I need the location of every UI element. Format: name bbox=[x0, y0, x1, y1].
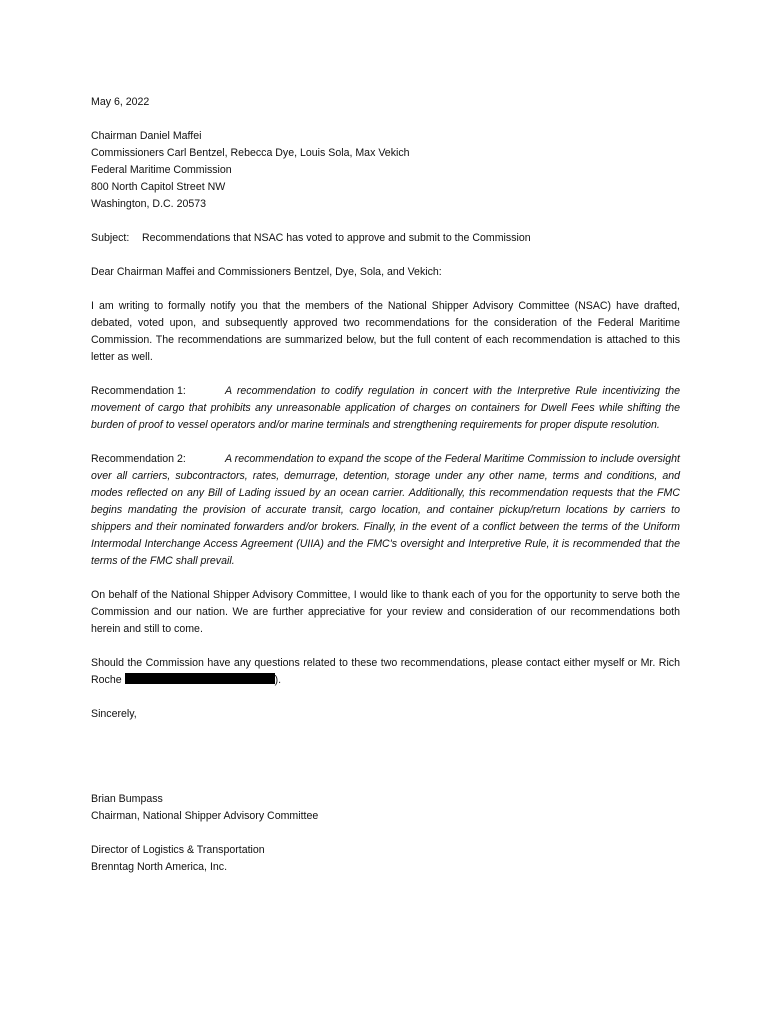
contact-text: Should the Commission have any questions related to these two recommendations, please contact either myself or Mr. Rich Roche bbox=[91, 657, 680, 686]
signer-name: Brian Bumpass bbox=[91, 793, 163, 805]
letter-body bbox=[91, 94, 680, 876]
signer-title: Chairman, National Shipper Advisory Committee bbox=[91, 810, 319, 822]
letter-date: May 6, 2022 bbox=[91, 96, 150, 108]
subject-text: Recommendations that NSAC has voted to approve and submit to the Commission bbox=[142, 232, 531, 244]
signer-role: Director of Logistics & Transportation bbox=[91, 844, 265, 856]
signature-block bbox=[91, 791, 680, 876]
thanks-paragraph: On behalf of the National Shipper Advisory Committee, I would like to thank each of you for the opportunity to serve both the Commission and our nation. We are further appreciative for your review and consideration of our recommendations both herein and still to come. bbox=[91, 589, 680, 635]
intro-paragraph: I am writing to formally notify you that the members of the National Shipper Advisory Committee (NSAC) have drafted, debated, voted upon, and subsequently approved two recommendations for the consideration of the Federal Maritime Commission. The recommendations are summarized below, but the full content of each recommendation is attached to this letter as well. bbox=[91, 300, 680, 363]
recommendation-label: Recommendation 2: bbox=[91, 453, 186, 465]
signoff: Sincerely, bbox=[91, 708, 137, 720]
signer-company: Brenntag North America, Inc. bbox=[91, 861, 228, 873]
contact-paragraph bbox=[91, 655, 680, 689]
recommendation-1 bbox=[91, 383, 680, 434]
address-line: 800 North Capitol Street NW bbox=[91, 181, 226, 193]
subject-line bbox=[91, 230, 680, 247]
recommendation-label: Recommendation 1: bbox=[91, 385, 186, 397]
recommendation-2 bbox=[91, 451, 680, 570]
recommendation-text: A recommendation to expand the scope of the Federal Maritime Commission to include oversight over all carriers, subcontractors, rates, demurrage, detention, storage under any other name, terms and conditions, and modes reflected on any Bill of Lading issued by an ocean carrier. Additionally, this recommendation requests that the FMC begins mandating the provision of accurate transit, cargo location, and container pickup/return locations by carriers to shippers and their nominated forwarders and/or brokers. Finally, in the event of a conflict between the terms of the Uniform Intermodal Interchange Access Agreement (UIIA) and the FMC's oversight and Interpretive Rule, it is recommended that the terms of the FMC shall prevail. bbox=[91, 453, 680, 567]
address-line: Washington, D.C. 20573 bbox=[91, 198, 207, 210]
contact-closing: ). bbox=[274, 674, 282, 686]
redacted-block bbox=[125, 673, 275, 684]
address-line: Federal Maritime Commission bbox=[91, 164, 232, 176]
subject-label: Subject: bbox=[91, 232, 130, 244]
recipient-address bbox=[91, 128, 680, 213]
recommendation-text: A recommendation to codify regulation in concert with the Interpretive Rule incentivizing the movement of cargo that prohibits any unreasonable application of charges on containers for Dwell Fees while shifting the burden of proof to vessel operators and/or marine terminals and strengthening requirements for proper dispute resolution. bbox=[91, 385, 680, 431]
salutation: Dear Chairman Maffei and Commissioners Bentzel, Dye, Sola, and Vekich: bbox=[91, 266, 442, 278]
signature-space bbox=[91, 723, 680, 791]
address-line: Commissioners Carl Bentzel, Rebecca Dye, Louis Sola, Max Vekich bbox=[91, 147, 410, 159]
address-line: Chairman Daniel Maffei bbox=[91, 130, 202, 142]
